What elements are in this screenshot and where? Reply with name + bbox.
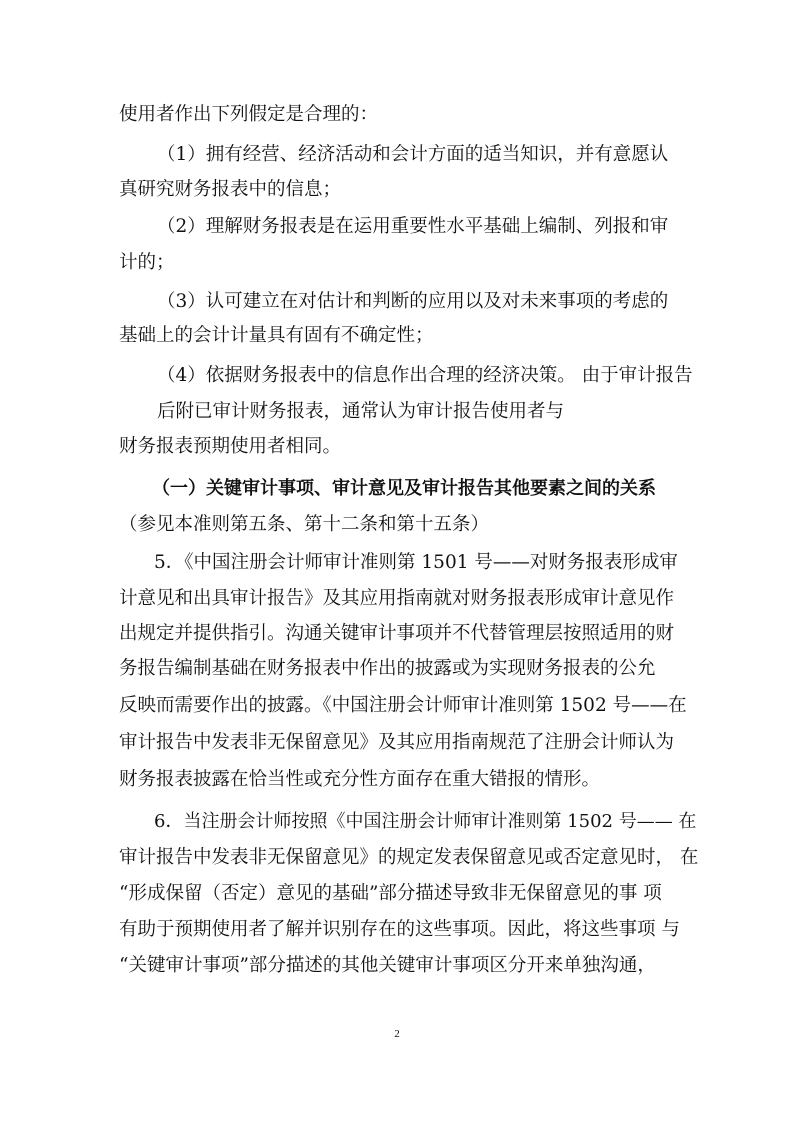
text-line: 审计报告中发表非无保留意见》及其应用指南规范了注册会计师认为 [119,732,675,753]
text-line: 有助于预期使用者了解并识别存在的这些事项。因此，将这些事项 与 [119,919,680,940]
text-line: 出规定并提供指引。沟通关键审计事项并不代替管理层按照适用的财 [119,623,675,644]
text-line: 真研究财务报表中的信息； [119,179,342,200]
text-line: “关键审计事项”部分描述的其他关键审计事项区分开来单独沟通， [119,955,656,976]
text-line: （1）拥有经营、经济活动和会计方面的适当知识，并有意愿认 [157,144,669,165]
text-line: 务报告编制基础在财务报表中作出的披露或为实现财务报表的公允 [119,658,656,679]
text-line: 6．当注册会计师按照《中国注册会计师审计准则第 1502 号—— 在 [154,811,697,832]
text-line: 财务报表预期使用者相同。 [119,436,342,457]
text-line: 计的； [119,252,175,273]
text-line: 审计报告中发表非无保留意见》的规定发表保留意见或否定意见时， 在 [119,847,699,868]
section-heading: （一）关键审计事项、审计意见及审计报告其他要素之间的关系 [152,478,656,499]
text-line: （2）理解财务报表是在运用重要性水平基础上编制、列报和审 [157,216,669,237]
page-number: 2 [394,1028,400,1040]
text-line: 5．《中国注册会计师审计准则第 1501 号——对财务报表形成审 [154,552,678,573]
text-line: 后附已审计财务报表，通常认为审计报告使用者与 [157,401,565,422]
text-line: （4）依据财务报表中的信息作出合理的经济决策。 由于审计报告 [157,365,693,386]
text-line: 反映而需要作出的披露。《中国注册会计师审计准则第 1502 号——在 [119,695,687,716]
text-line: 使用者作出下列假定是合理的： [119,104,379,125]
text-line: “形成保留（否定）意见的基础”部分描述导致非无保留意见的事 项 [119,883,662,904]
text-line: （3）认可建立在对估计和判断的应用以及对未来事项的考虑的 [157,291,669,312]
text-line: 财务报表披露在恰当性或充分性方面存在重大错报的情形。 [119,769,601,790]
text-line: 计意见和出具审计报告》及其应用指南就对财务报表形成审计意见作 [119,588,675,609]
text-line: 基础上的会计计量具有固有不确定性； [119,325,434,346]
text-line: （参见本准则第五条、第十二条和第十五条） [119,514,490,535]
